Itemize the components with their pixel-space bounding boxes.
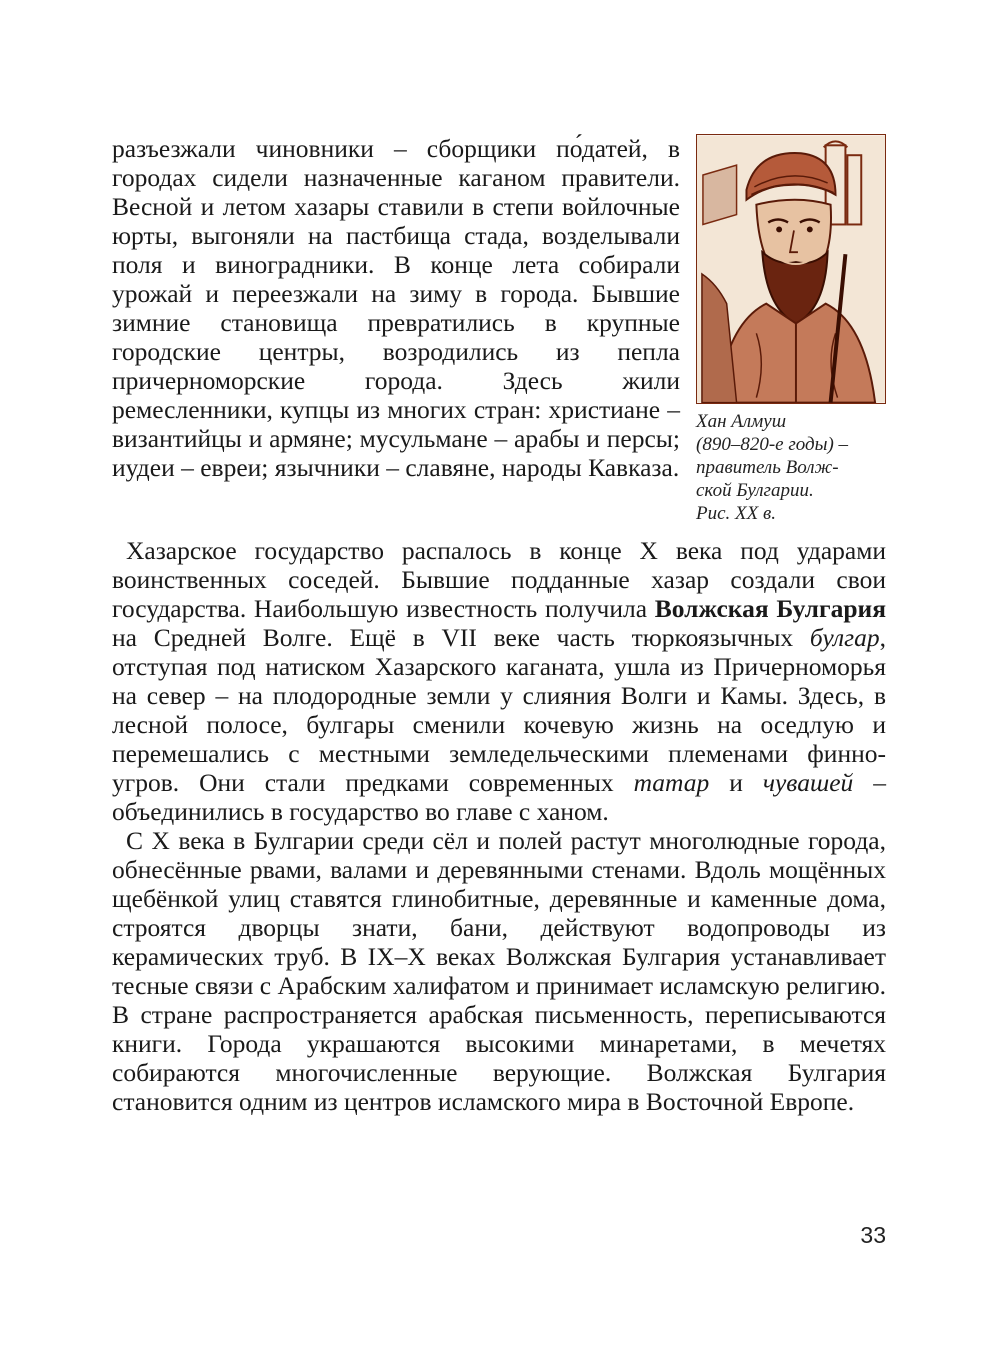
term-tatars: татар <box>633 768 710 797</box>
page-number: 33 <box>860 1222 886 1248</box>
term-chuvash: чувашей <box>762 768 854 797</box>
caption-line: ской Булгарии. <box>696 480 814 501</box>
paragraph-2 <box>112 536 886 826</box>
text-column-main <box>112 536 886 1116</box>
figure <box>696 134 886 525</box>
caption-line: Рис. XX в. <box>696 503 776 524</box>
caption-line: (890–820-е годы) – <box>696 434 849 455</box>
term-volga-bulgaria: Волжская Булгария <box>654 594 886 623</box>
term-bulgars: булгар <box>809 623 880 652</box>
caption-line: Хан Алмуш <box>696 411 787 432</box>
portrait-illustration-icon <box>696 134 886 404</box>
paragraph-2-text: Хазарское государство распалось в конце X века под ударами воинственных соседей. Бывшие подданные хазар создали свои государства. Наибольшую известность получила <box>112 536 886 623</box>
paragraph-3: С X века в Булгарии среди сёл и полей растут многолюдные города, обнесённые рвами, валами и деревянными стенами. Вдоль мощённых щебёнкой улиц ставятся глинобитные, деревянные и каменные дома, строятся дворцы знати, бани, действуют водопроводы из керамических труб. В IX–X веках Волжская Булгария устанавливает тесные связи с Арабским халифатом и принимает исламскую религию. В стране распространяется арабская письменность, переписываются книги. Города украшаются высокими минаретами, в мечетях собираются многочисленные верующие. Волжская Булгария становится одним из центров исламского мира в Восточной Европе. <box>112 826 886 1116</box>
paragraph-1: разъезжали чиновники – сборщики по́датей, в городах сидели назначенные каганом правители. Весной и летом хазары ставили в степи войлочные юрты, выгоняли на пастбища стада, возделывали поля и виноградники. В конце лета собирали урожай и переезжали на зиму в города. Бывшие зимние становища превратились в крупные городские центры, возродились из пепла причерноморские города. Здесь жили ремесленники, купцы из многих стран: христиане – византийцы и армяне; мусульмане – арабы и персы; иудеи – евреи; язычники – славяне, народы Кавказа. <box>112 134 680 482</box>
paragraph-2-text: , отступая под натиском Хазарского каганата, ушла из Причерноморья на север – на плодородные земли у слияния Волги и Камы. Здесь, в лесной полосе, булгары сменили кочевую жизнь на оседлую и перемешались с местными земледельческими племенами финно-угров. Они стали предками современных <box>112 623 886 797</box>
caption-line: правитель Волж- <box>696 457 839 478</box>
paragraph-2-text: – объединились в государство во главе с ханом. <box>112 768 886 826</box>
paragraph-2-text: и <box>709 768 763 797</box>
figure-caption <box>696 410 886 525</box>
paragraph-2-text: на Средней Волге. Ещё в VII веке часть тюркоязычных <box>112 623 810 652</box>
text-column-top <box>112 134 680 482</box>
